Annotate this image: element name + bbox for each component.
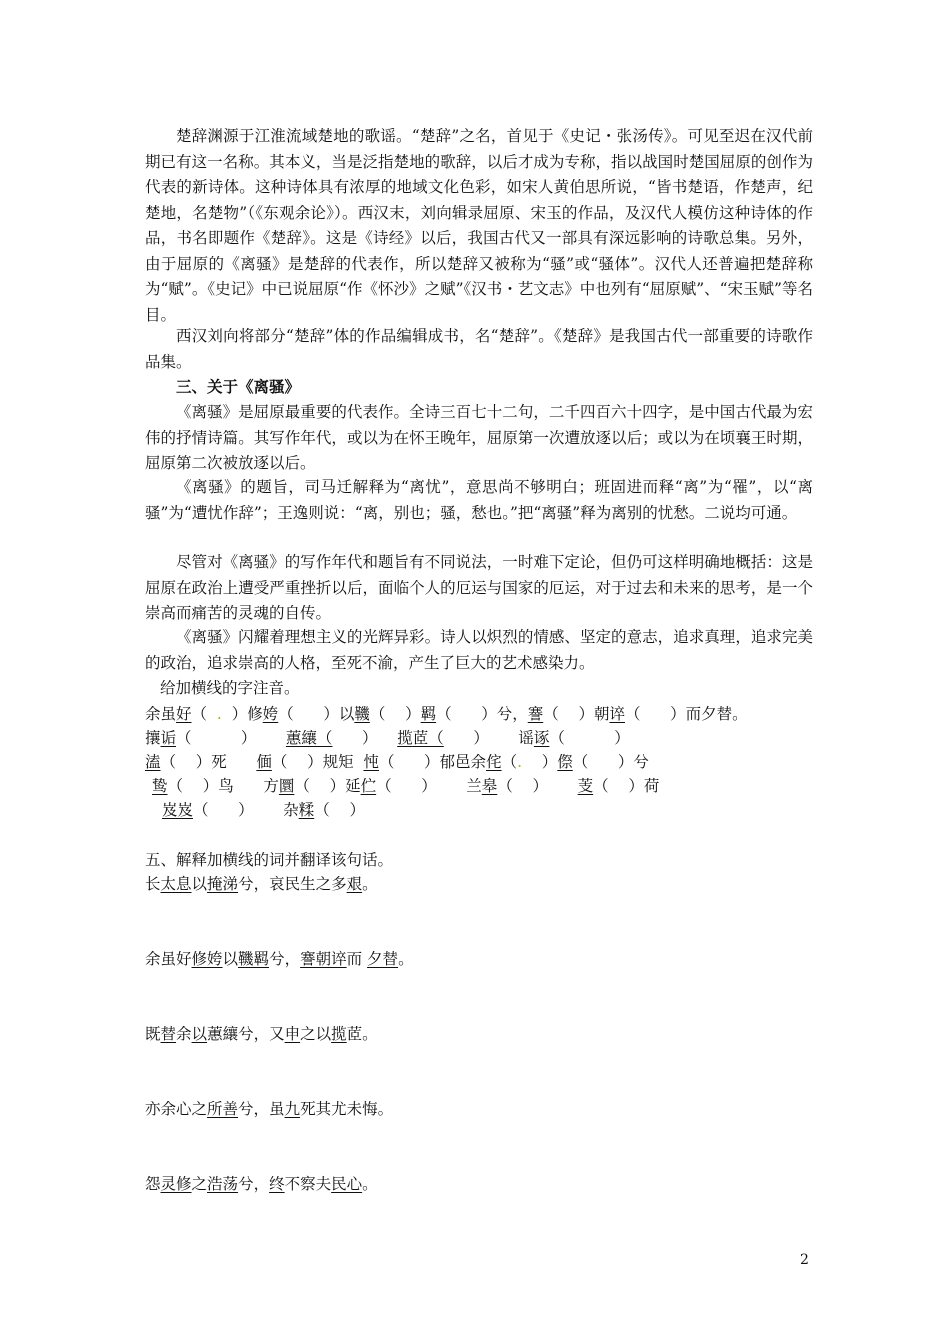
target-char: 溘 [145,753,161,771]
page-number: 2 [800,1252,809,1268]
pinyin-row-2 [145,726,630,750]
text: 不察夫 [284,1175,332,1193]
target-word: 太息 [160,875,192,893]
target-word: 修姱 [191,950,223,968]
text: （ [378,753,395,771]
text: ）兮， [481,705,528,723]
paragraph-chuci-origin: 楚辞渊源于江淮流域楚地的歌谣。“楚辞”之名，首见于《史记・张汤传》。可见至迟在汉代前期已有这一名称。其本义，当是泛指楚地的歌辞，以后才成为专称，指以战国时楚国屈原的创作为代表的新诗体。这种诗体具有浓厚的地域文化色彩，如宋人黄伯思所说，“皆书楚语，作楚声，纪楚地，名楚物”（《东观余论》）。西汉末，刘向辑录屈原、宋玉的作品，及汉代人模仿这种诗体的作品，书名即题作《楚辞》。这是《诗经》以后，我国古代又一部具有深远影响的诗歌总集。另外，由于屈原的《离骚》是楚辞的代表作，所以楚辞又被称为“骚”或“骚体”。汉代人还普遍把楚辞称为“赋”。《史记》中已说屈原“作《怀沙》之赋”《汉书・艺文志》中也列有“屈原赋”、“宋玉赋”等名目。 [145,127,813,324]
text: ）兮 [617,753,649,771]
text: ）以 [323,705,355,723]
text: （ [167,777,184,795]
translate-sentence-1 [145,872,378,896]
target-word: 鞿羁 [238,950,270,968]
text: ） [231,705,248,723]
target-word: 夕替 [367,950,399,968]
target-char: 侘 [486,753,502,771]
text: ） [421,777,437,795]
exercise-translate-title: 五、解释加横线的词并翻译该句话。 [145,851,394,869]
target-char: 皋 [481,777,498,795]
text: （ [376,777,392,795]
text: ） [361,729,378,747]
text: 蕙纕兮，又 [207,1025,285,1043]
text: 以 [222,950,239,968]
target-word: 揽 [331,1025,347,1043]
text: （ [572,753,589,771]
target-char: 圜 [278,777,295,795]
text: 方 [263,777,279,795]
text: 杂 [283,801,299,819]
target-char: 芰 [577,777,594,795]
paragraph-lisao-intro: 《离骚》是屈原最重要的代表作。全诗三百七十二句，二千四百六十四字，是中国古代最为宏伟的抒情诗篇。其写作年代，或以为在怀王晚年，屈原第一次遭放逐以后；或以为在顷襄王时期，屈原第二次被放逐以后。 [145,403,813,472]
text: 怨 [145,1175,161,1193]
pinyin-row-1: 余虽好（ . ）修姱（ ）以鞿（ ）羁（ ）兮，謇（ ）朝谇（ ）而夕替。 [145,705,748,723]
text: （ [543,705,559,723]
text: （ [549,729,565,747]
text: ）郁邑余 [424,753,487,771]
text: 亦余心之 [145,1100,208,1118]
text: （ [436,705,452,723]
target-word: 民心 [331,1175,363,1193]
target-char: 诼 [533,729,550,747]
text: 之 [191,1175,208,1193]
target-word: 替 [160,1025,177,1043]
text: ）延 [329,777,361,795]
text: ） [532,777,549,795]
text: （ [160,753,177,771]
text: 之以 [300,1025,332,1043]
text: 以 [191,875,208,893]
text: 攘 [145,729,161,747]
target-word: 以 [191,1025,208,1043]
text: ）规矩 [307,753,354,771]
text: ） [238,801,254,819]
paragraph-lisao-idealism: 《离骚》闪耀着理想主义的光辉异彩。诗人以炽烈的情感、坚定的意志，追求真理，追求完美的政治，追求崇高的人格，至死不渝，产生了巨大的艺术感染力。 [145,628,813,672]
pinyin-row-5 [162,798,365,822]
target-char: 伫 [360,777,377,795]
exercise-pinyin-title: 给加横线的字注音。 [160,679,300,697]
text: （ [314,801,330,819]
target-char: 傺 [557,753,573,771]
text: 余 [176,1025,192,1043]
text: （ [497,777,513,795]
text: ）而夕替。 [670,705,748,723]
text: ） [240,729,257,747]
target-char: 茝（ [412,729,444,747]
text: 。 [362,1175,378,1193]
text: 茝。 [346,1025,378,1043]
text: ）鸟 [202,777,234,795]
text: ） [405,705,421,723]
text: 谣 [518,729,534,747]
text: 既 [145,1025,161,1043]
target-word: 灵修 [160,1175,192,1193]
text: （ [294,777,310,795]
text: 。 [398,950,414,968]
text: （ [369,705,386,723]
target-word: 申 [284,1025,301,1043]
target-char: 鸷 [152,777,168,795]
paragraph-liuxiang: 西汉刘向将部分“楚辞”体的作品编辑成书，名“楚辞”。《楚辞》是我国古代一部重要的诗歌作品集。 [145,327,813,371]
paragraph-lisao-summary: 尽管对《离骚》的写作年代和题旨有不同说法，一时难下定论，但仍可这样明确地概括：这是屈原在政治上遭受严重挫折以后，面临个人的厄运与国家的厄运，对于过去和未来的思考，是一个崇高而痛苦的灵魂的自传。 [145,553,813,622]
text: （ [193,801,209,819]
text: 长 [145,875,161,893]
target-word: 九 [284,1100,301,1118]
target-word: 所善 [207,1100,239,1118]
target-word: 掩涕 [207,875,239,893]
target-char: 糅 [298,801,315,819]
target-char: 岌岌 [162,801,194,819]
text: （ [593,777,609,795]
text: 兮， [269,950,301,968]
target-word: 浩荡 [207,1175,239,1193]
text: （ [278,705,294,723]
text: 余虽 [145,705,177,723]
text: 而 [346,950,363,968]
text: 修 [247,705,263,723]
text: 余虽好 [145,950,192,968]
text: 兮，虽 [238,1100,285,1118]
text: 兰 [466,777,482,795]
target-char: 蕙纕（ [285,729,333,747]
text: 兮， [238,1175,270,1193]
text: 。 [362,875,378,893]
text: ） [473,729,489,747]
section-heading-lisao: 三、关于《离骚》 [176,377,301,396]
text: ）死 [195,753,227,771]
pinyin-row-4 [152,774,659,798]
paragraph-lisao-title: 《离骚》的题旨，司马迁解释为“离忧”，意思尚不够明白；班固进而释“离”为“罹”，以“离骚”为“遭忧作辞”；王逸则说：“离，别也；骚，愁也。”把“离骚”释为离别的忧愁。二说均可通。 [145,478,813,522]
text: ）荷 [628,777,660,795]
text: （ [501,753,518,771]
translate-sentence-4 [145,1097,393,1121]
text: ） [349,801,365,819]
text: （ [625,705,641,723]
text: ）朝 [578,705,610,723]
target-char: 姱 [262,705,279,723]
translate-sentence-3 [145,1022,378,1046]
target-char: 忳 [363,753,379,771]
target-char: 羁 [420,705,437,723]
text: 兮，哀民生之多 [238,875,347,893]
target-word: 终 [269,1175,285,1193]
translate-sentence-5 [145,1172,378,1196]
target-word: 謇朝谇 [300,950,347,968]
target-char: 謇 [527,705,544,723]
text: （ [191,705,208,723]
text: （ [176,729,192,747]
text: ） [541,753,558,771]
target-char: 鞿 [354,705,370,723]
translate-sentence-2 [145,947,414,971]
text: （ [271,753,288,771]
text: ） [614,729,630,747]
target-char: 偭 [256,753,272,771]
target-char: 揽 [397,729,413,747]
target-char: 诟 [160,729,177,747]
text: 死其尤未悔。 [300,1100,394,1118]
pinyin-row-3: 溘（ ）死 偭（ ）规矩 忳（ ）郁邑余侘（. ）傺（ ）兮 [145,753,649,771]
target-char: 谇 [609,705,625,723]
target-char: 好 [176,705,192,723]
target-word: 艰 [346,875,363,893]
